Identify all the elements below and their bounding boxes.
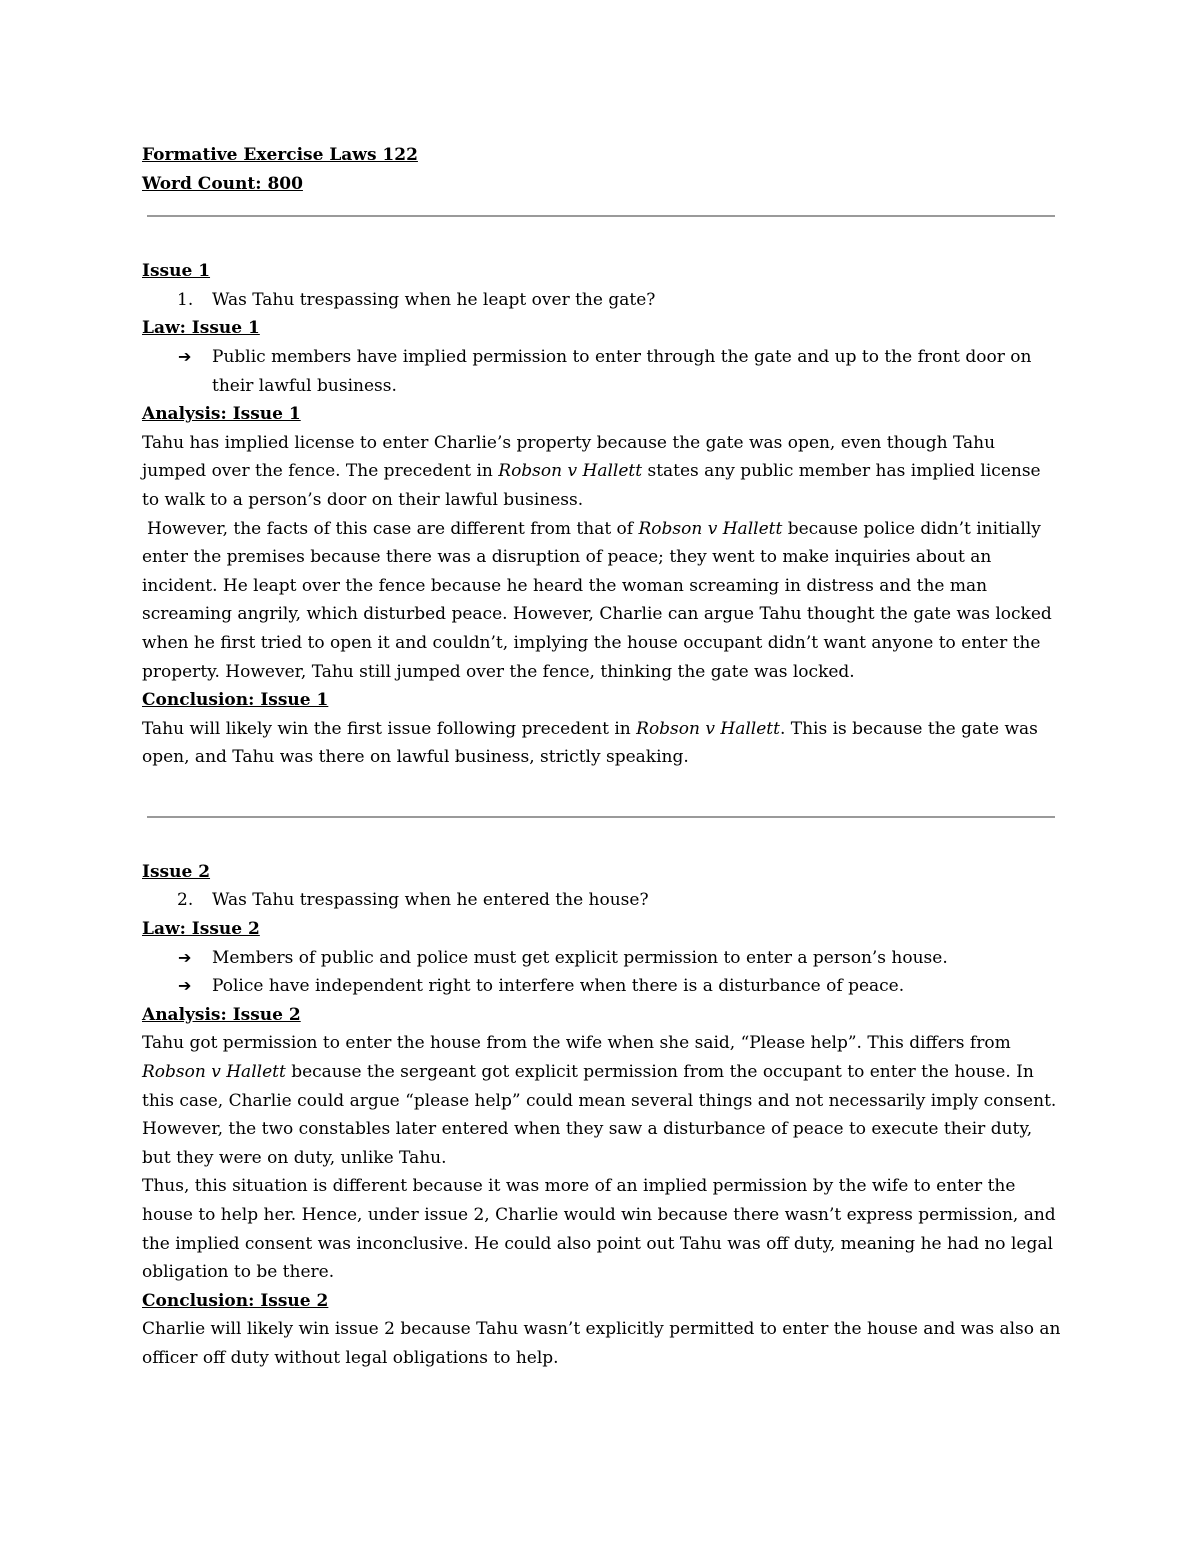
issue-1-conclusion-heading: Conclusion: Issue 1: [142, 690, 329, 711]
issue-2-question: Was Tahu trespassing when he entered the house?: [212, 890, 649, 911]
case-citation: Robson v Hallett: [636, 718, 780, 739]
issue-2-analysis-paragraph-1: [142, 1029, 1062, 1172]
issue-1-law-list: [142, 343, 1062, 400]
issue-1-law-heading: Law: Issue 1: [142, 318, 260, 339]
text-run: states any public member has implied license to walk to a person’s door on their lawful business.: [142, 461, 1041, 510]
issue-2-law-list: [142, 944, 1062, 1001]
issue-2-law-text-1: Members of public and police must get explicit permission to enter a person’s house.: [212, 947, 948, 968]
list-item: [142, 944, 1062, 973]
issue-1-question-list: [142, 286, 1062, 315]
text-run: . This is because the gate was open, and Tahu was there on lawful business, strictly speaking.: [142, 718, 1038, 768]
issue-2-analysis-heading: Analysis: Issue 2: [142, 1004, 301, 1025]
issue-1-heading: Issue 1: [142, 261, 211, 282]
issue-2-conclusion-text: Charlie will likely win issue 2 because Tahu wasn’t explicitly permitted to enter the house and was also an officer off duty without legal obligations to help.: [142, 1319, 1061, 1368]
issue-1-section: [142, 257, 1062, 772]
case-citation: Robson v Hallett: [638, 518, 783, 539]
issue-1-conclusion-text: [142, 715, 1062, 772]
list-item: [142, 286, 1062, 315]
issue-2-law-text-2: Police have independent right to interfere when there is a disturbance of peace.: [212, 976, 905, 997]
issue-2-law-heading: Law: Issue 2: [142, 919, 260, 940]
list-item: [142, 886, 1062, 915]
issue-1-analysis-heading: Analysis: Issue 1: [142, 404, 301, 425]
issue-2-analysis-paragraph-2: Thus, this situation is different because it was more of an implied permission by the wife to enter the house to help her. Hence, under issue 2, Charlie would win because there wasn’t express permission, and the implied consent was inconclusive. He could also point out Tahu was off duty, meaning he had no legal obligation to be there.: [142, 1176, 1056, 1283]
case-citation: Robson v Hallett: [498, 461, 643, 482]
text-run: Tahu will likely win the first issue following precedent in: [142, 718, 637, 739]
arrow-bullet-icon: ➔: [178, 976, 192, 996]
issue-1-law-text: Public members have implied permission to enter through the gate and up to the front door on their lawful business.: [212, 346, 1032, 396]
list-number: 2.: [177, 890, 194, 911]
list-item: [142, 343, 1062, 400]
issue-1-analysis-paragraph-1: [142, 429, 1062, 515]
list-number: 1.: [177, 289, 194, 310]
issue-2-conclusion-heading: Conclusion: Issue 2: [142, 1290, 329, 1311]
arrow-bullet-icon: ➔: [178, 346, 192, 366]
document-title: Formative Exercise Laws 122: [142, 145, 418, 165]
text-run: Tahu got permission to enter the house from the wife when she said, “Please help”. This differs from: [142, 1033, 1011, 1054]
document-page: [142, 141, 1062, 1373]
list-item: [142, 972, 1062, 1001]
text-run: because police didn’t initially enter the premises because there was a disruption of peace; they went to make inquiries about an incident. He leapt over the fence because he heard the woman screaming in distress and the man screaming angrily, which disturbed peace. However, Charlie can argue Tahu thought the gate was locked when he first tried to open it and couldn’t, implying the house occupant didn’t want anyone to enter the property. However, Tahu still jumped over the fence, thinking the gate was locked.: [142, 518, 1052, 682]
issue-2-heading: Issue 2: [142, 861, 211, 882]
text-run: Tahu has implied license to enter Charlie’s property because the gate was open, even though Tahu jumped over the fence. The precedent in: [142, 432, 996, 482]
word-count: Word Count: 800: [142, 173, 303, 194]
issue-1-analysis-paragraph-2: [142, 515, 1062, 687]
text-run: However, the facts of this case are different from that of: [147, 518, 639, 539]
arrow-bullet-icon: ➔: [178, 947, 192, 967]
case-citation: Robson v Hallett: [142, 1062, 286, 1083]
issue-2-question-list: [142, 886, 1062, 915]
text-run: because the sergeant got explicit permission from the occupant to enter the house. In this case, Charlie could argue “please help” could mean several things and not necessarily imply consent. However, the two constables later entered when they saw a disturbance of peace to execute their duty, but they were on duty, unlike Tahu.: [142, 1062, 1057, 1168]
issue-2-section: [142, 858, 1062, 1373]
issue-1-question: Was Tahu trespassing when he leapt over the gate?: [212, 289, 656, 310]
